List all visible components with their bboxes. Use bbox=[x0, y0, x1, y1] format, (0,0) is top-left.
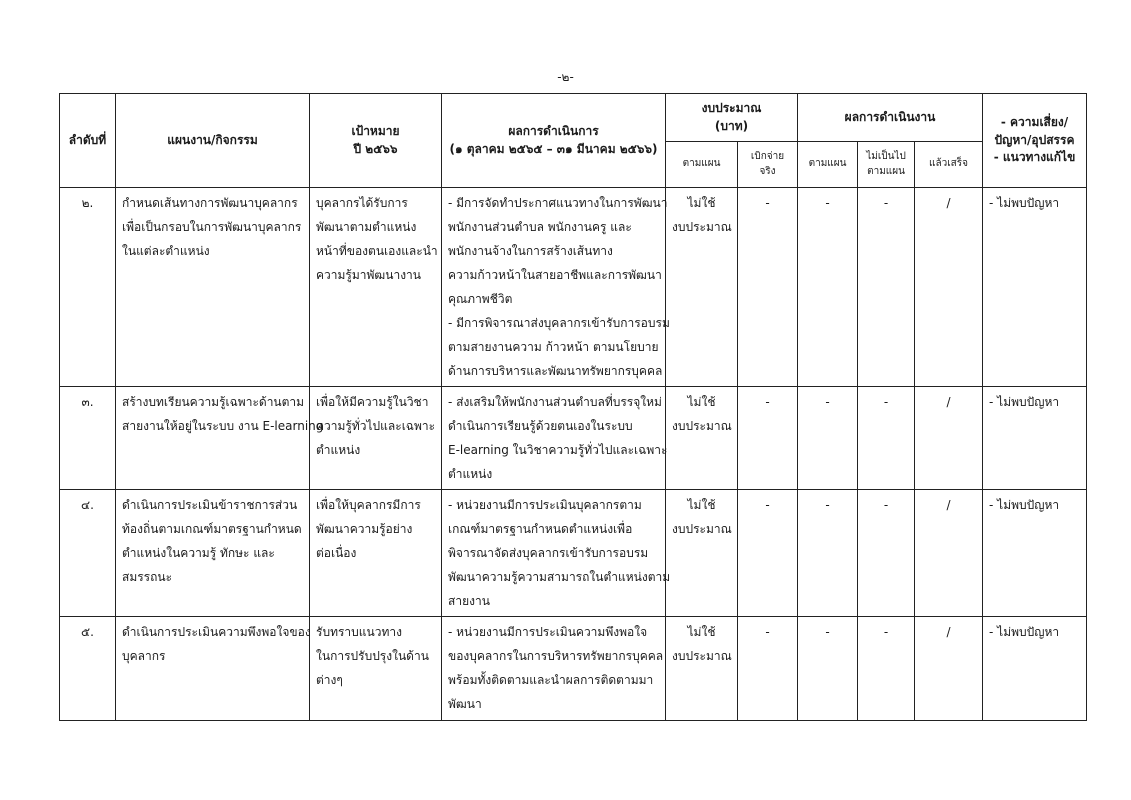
header-risk-line: ปัญหา/อุปสรรค bbox=[994, 132, 1075, 147]
header-target bbox=[310, 94, 442, 188]
budget-plan-cell bbox=[666, 387, 738, 490]
table-header bbox=[60, 94, 1087, 188]
plan-cell bbox=[116, 387, 324, 490]
plan-line: กำหนดเส้นทางการพัฒนาบุคลากร bbox=[122, 196, 298, 210]
row-number: ๓. bbox=[60, 387, 116, 490]
plan-line: สายงานให้อยู่ในระบบ งาน E-learning bbox=[122, 419, 324, 433]
plan-line: เพื่อเป็นกรอบในการพัฒนาบุคลากร bbox=[122, 220, 302, 234]
header-risk-line: - แนวทางแก้ไข bbox=[993, 150, 1076, 165]
header-budget bbox=[666, 94, 798, 142]
target-line: ตำแหน่ง bbox=[316, 443, 361, 457]
result-line: พัฒนาความรู้ความสามารถในตำแหน่งตาม bbox=[448, 570, 671, 584]
target-line: ในการปรับปรุงในด้าน bbox=[316, 649, 429, 663]
risk-cell: - ไม่พบปัญหา bbox=[983, 387, 1087, 490]
op-plan-cell: - bbox=[798, 387, 858, 490]
op-off-cell: - bbox=[858, 490, 915, 617]
result-line: พิจารณาจัดส่งบุคลากรเข้ารับการอบรม bbox=[448, 546, 649, 560]
header-risk bbox=[983, 94, 1087, 188]
plan-line: ตำแหน่งในความรู้ ทักษะ และ bbox=[122, 546, 275, 560]
table-body bbox=[60, 188, 1087, 721]
result-cell bbox=[442, 188, 670, 387]
header-op-done: แล้วเสร็จ bbox=[915, 142, 983, 188]
row-number: ๒. bbox=[60, 188, 116, 387]
plan-line: บุคลากร bbox=[122, 649, 166, 663]
result-line: - หน่วยงานมีการประเมินความพึงพอใจ bbox=[448, 625, 648, 639]
result-line: - หน่วยงานมีการประเมินบุคลากรตาม bbox=[448, 498, 642, 512]
plan-line: ดำเนินการประเมินข้าราชการส่วน bbox=[122, 498, 298, 512]
result-line: ความก้าวหน้าในสายอาชีพและการพัฒนา bbox=[448, 268, 662, 282]
op-off-cell: - bbox=[858, 387, 915, 490]
header-budget-line: (บาท) bbox=[714, 118, 749, 133]
header-budget-line: งบประมาณ bbox=[701, 101, 762, 116]
result-line: E-learning ในวิชาความรู้ทั่วไปและเฉพาะ bbox=[448, 443, 668, 457]
budget-plan-line: ไม่ใช้ bbox=[687, 625, 716, 639]
header-operation: ผลการดำเนินงาน bbox=[798, 94, 983, 142]
target-line: ความรู้ทั่วไปและเฉพาะ bbox=[316, 419, 436, 433]
header-budget-spent-line: เบิกจ่าย bbox=[750, 151, 785, 162]
row-number: ๔. bbox=[60, 490, 116, 617]
page-number: -๒- bbox=[557, 70, 574, 84]
target-line: ต่อเนื่อง bbox=[316, 546, 357, 560]
header-op-off-line: ตามแผน bbox=[867, 165, 905, 177]
risk-cell: - ไม่พบปัญหา bbox=[983, 490, 1087, 617]
result-line: พร้อมทั้งติดตามและนำผลการติดตามมา bbox=[448, 673, 654, 687]
op-done-cell: / bbox=[915, 490, 983, 617]
table-row bbox=[60, 617, 1087, 721]
target-line: ความรู้มาพัฒนางาน bbox=[316, 268, 421, 282]
budget-plan-line: งบประมาณ bbox=[672, 649, 732, 663]
result-line: ด้านการบริหารและพัฒนาทรัพยากรบุคคล bbox=[448, 364, 663, 378]
target-cell bbox=[310, 617, 442, 721]
result-line: เกณฑ์มาตรฐานกำหนดตำแหน่งเพื่อ bbox=[448, 522, 633, 536]
budget-plan-cell bbox=[666, 188, 738, 387]
result-line: คุณภาพชีวิต bbox=[448, 292, 513, 306]
target-line: เพื่อให้มีความรู้ในวิชา bbox=[316, 395, 429, 409]
target-line: พัฒนาตามตำแหน่ง bbox=[316, 220, 417, 234]
result-cell bbox=[442, 617, 666, 721]
header-target-line: เป้าหมาย bbox=[351, 124, 400, 139]
risk-cell: - ไม่พบปัญหา bbox=[983, 617, 1087, 721]
op-plan-cell: - bbox=[798, 490, 858, 617]
plan-cell bbox=[116, 617, 310, 721]
result-line: - ส่งเสริมให้พนักงานส่วนตำบลที่บรรจุใหม่ bbox=[448, 395, 662, 409]
table-row bbox=[60, 188, 1087, 387]
header-plan: แผนงาน/กิจกรรม bbox=[116, 94, 310, 188]
table-row bbox=[60, 490, 1087, 617]
op-off-cell: - bbox=[858, 617, 915, 721]
plan-line: สร้างบทเรียนความรู้เฉพาะด้านตาม bbox=[122, 395, 305, 409]
target-line: รับทราบแนวทาง bbox=[316, 625, 402, 639]
op-plan-cell: - bbox=[798, 188, 858, 387]
op-done-cell: / bbox=[915, 188, 983, 387]
plan-cell bbox=[116, 188, 310, 387]
result-line: สายงาน bbox=[448, 594, 490, 608]
header-op-plan: ตามแผน bbox=[798, 142, 858, 188]
result-cell bbox=[442, 387, 666, 490]
header-budget-spent-line: จริง bbox=[759, 165, 776, 177]
budget-plan-cell bbox=[666, 617, 738, 721]
op-done-cell: / bbox=[915, 617, 983, 721]
header-op-off-line: ไม่เป็นไป bbox=[866, 151, 906, 162]
budget-spent-cell: - bbox=[738, 387, 798, 490]
result-line: พัฒนา bbox=[448, 697, 482, 711]
result-line: - มีการพิจารณาส่งบุคลากรเข้ารับการอบรม bbox=[448, 316, 670, 330]
op-off-cell: - bbox=[858, 188, 915, 387]
plan-line: ดำเนินการประเมินความพึงพอใจของ bbox=[122, 625, 311, 639]
result-line: ดำเนินการเรียนรู้ด้วยตนเองในระบบ bbox=[448, 419, 633, 433]
header-order: ลำดับที่ bbox=[60, 94, 116, 188]
budget-plan-line: ไม่ใช้ bbox=[687, 498, 716, 512]
header-result-line: ผลการดำเนินการ bbox=[508, 124, 599, 139]
op-plan-cell: - bbox=[798, 617, 858, 721]
result-cell bbox=[442, 490, 671, 617]
budget-plan-line: งบประมาณ bbox=[672, 522, 732, 536]
target-line: หน้าที่ของตนเองและนำ bbox=[316, 244, 438, 258]
row-number: ๕. bbox=[60, 617, 116, 721]
plan-cell bbox=[116, 490, 310, 617]
budget-spent-cell: - bbox=[738, 617, 798, 721]
target-line: บุคลากรได้รับการ bbox=[316, 196, 408, 210]
plan-table bbox=[59, 93, 1087, 721]
budget-spent-cell: - bbox=[738, 490, 798, 617]
budget-plan-cell bbox=[666, 490, 738, 617]
op-done-cell: / bbox=[915, 387, 983, 490]
budget-plan-line: ไม่ใช้ bbox=[687, 196, 716, 210]
budget-plan-line: งบประมาณ bbox=[672, 419, 732, 433]
target-line: ต่างๆ bbox=[316, 673, 343, 687]
plan-line: สมรรถนะ bbox=[122, 570, 173, 584]
target-cell bbox=[310, 188, 442, 387]
budget-plan-line: ไม่ใช้ bbox=[687, 395, 716, 409]
plan-line: ท้องถิ่นตามเกณฑ์มาตรฐานกำหนด bbox=[122, 522, 302, 536]
target-line: เพื่อให้บุคลากรมีการ bbox=[316, 498, 421, 512]
risk-cell: - ไม่พบปัญหา bbox=[983, 188, 1087, 387]
table-row bbox=[60, 387, 1087, 490]
target-cell bbox=[310, 490, 442, 617]
result-line: พนักงานส่วนตำบล พนักงานครู และ bbox=[448, 220, 632, 234]
budget-plan-line: งบประมาณ bbox=[672, 220, 732, 234]
target-line: พัฒนาความรู้อย่าง bbox=[316, 522, 413, 536]
result-line: - มีการจัดทำประกาศแนวทางในการพัฒนา bbox=[448, 196, 668, 210]
result-line: ของบุคลากรในการบริหารทรัพยากรบุคคล bbox=[448, 649, 664, 663]
header-op-off bbox=[858, 142, 915, 188]
budget-spent-cell: - bbox=[738, 188, 798, 387]
header-result bbox=[442, 94, 666, 188]
header-risk-line: - ความเสี่ยง/ bbox=[1000, 115, 1069, 130]
target-cell bbox=[310, 387, 442, 490]
header-target-line: ปี ๒๕๖๖ bbox=[353, 141, 398, 156]
header-budget-plan: ตามแผน bbox=[666, 142, 738, 188]
header-budget-spent bbox=[738, 142, 798, 188]
header-result-line: (๑ ตุลาคม ๒๕๖๕ – ๓๑ มีนาคม ๒๕๖๖) bbox=[449, 141, 658, 156]
result-line: ตามสายงานความ ก้าวหน้า ตามนโยบาย bbox=[448, 340, 659, 354]
result-line: พนักงานจ้างในการสร้างเส้นทาง bbox=[448, 244, 613, 258]
result-line: ตำแหน่ง bbox=[448, 467, 493, 481]
plan-line: ในแต่ละตำแหน่ง bbox=[122, 244, 210, 258]
